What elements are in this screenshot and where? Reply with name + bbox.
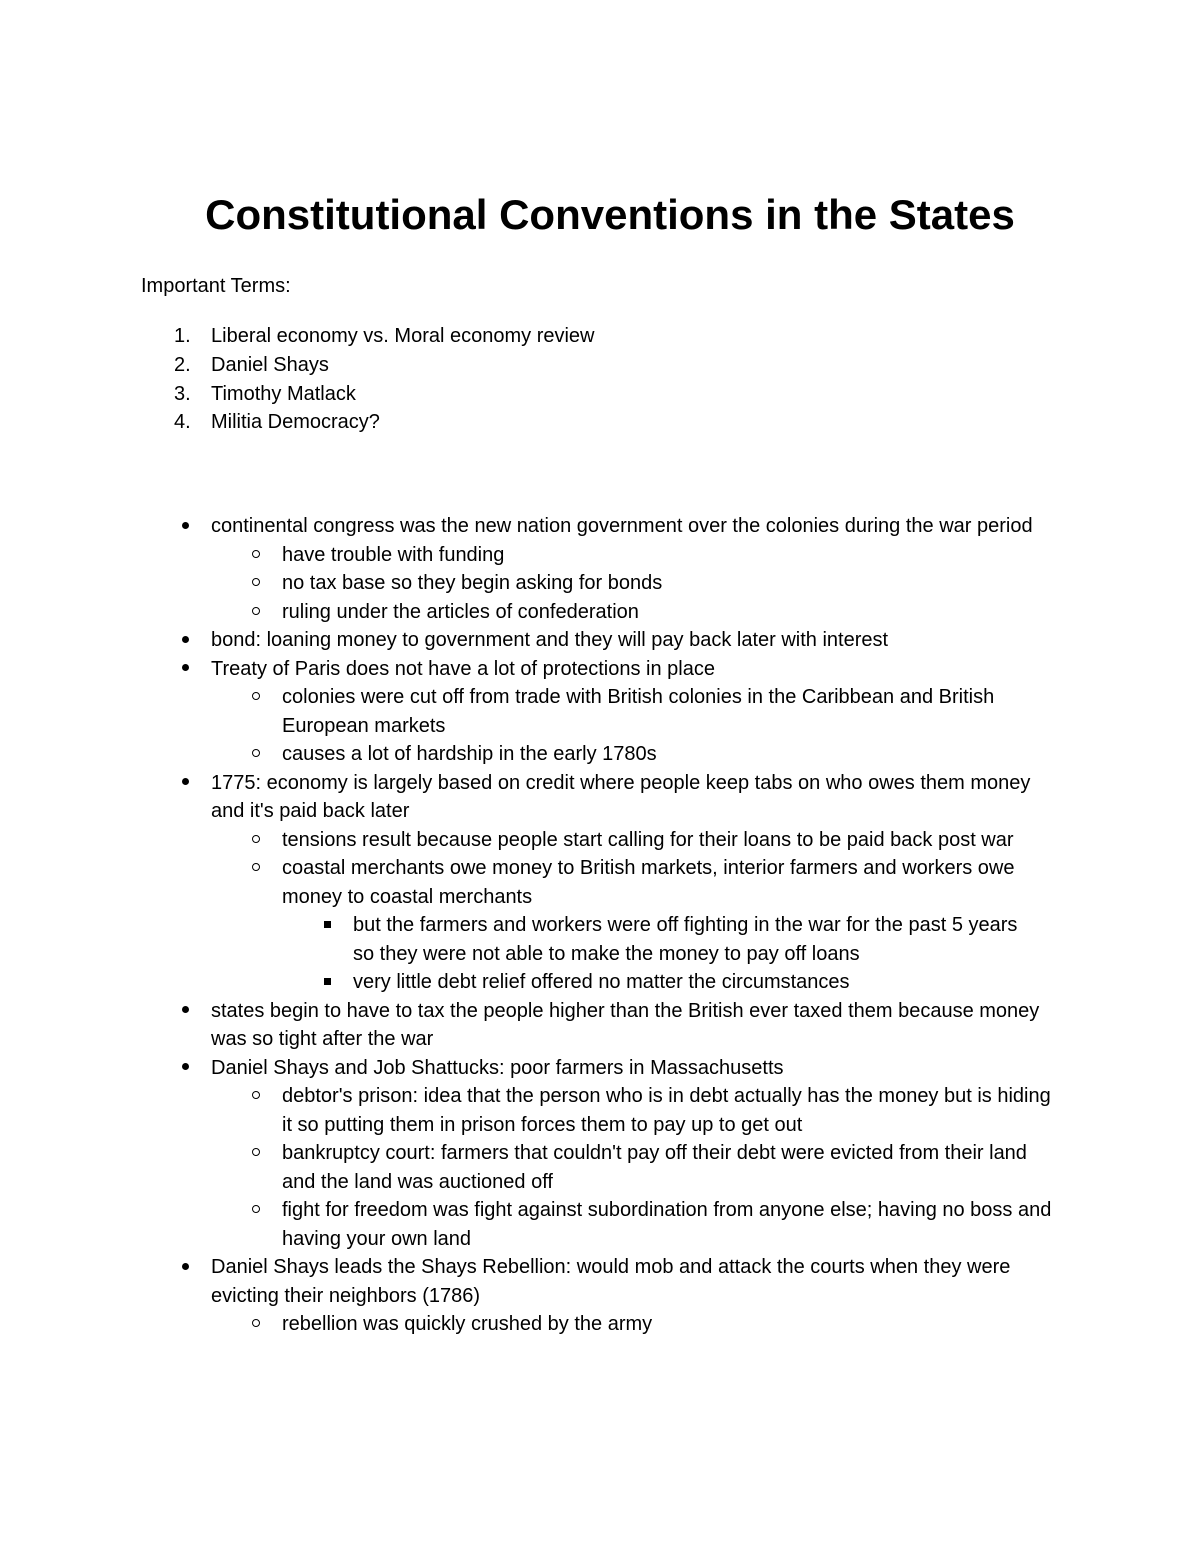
note-text: no tax base so they begin asking for bonds	[282, 572, 663, 594]
bullet-disc-icon	[175, 1054, 195, 1083]
terms-list	[141, 322, 1041, 437]
note-item-level-1	[211, 1054, 1051, 1083]
bullet-circle-icon	[246, 1196, 266, 1225]
note-item-level-2	[282, 1310, 1057, 1339]
note-item-level-2	[282, 541, 1057, 570]
term-text: Militia Democracy?	[211, 411, 380, 434]
note-text: bond: loaning money to government and they will pay back later with interest	[211, 629, 889, 651]
note-text: 1775: economy is largely based on credit where people keep tabs on who owes them money and it's paid back later	[211, 771, 1031, 822]
term-item	[141, 322, 1041, 351]
list-number: 2.	[174, 353, 191, 376]
bullet-circle-icon	[246, 1082, 266, 1111]
note-text: have trouble with funding	[282, 543, 505, 566]
note-text: ruling under the articles of confederation	[282, 600, 639, 623]
note-text: fight for freedom was fight against subordination from anyone else; having no boss and having your own land	[282, 1199, 1052, 1250]
note-text: colonies were cut off from trade with British colonies in the Caribbean and British European markets	[282, 686, 995, 737]
bullet-disc-icon	[175, 512, 195, 541]
term-item	[141, 351, 1041, 380]
note-text: Treaty of Paris does not have a lot of protections in place	[211, 657, 715, 680]
note-text: debtor's prison: idea that the person who is in debt actually has the money but is hiding it so putting them in prison forces them to pay up to get out	[282, 1085, 1051, 1136]
bullet-disc-icon	[175, 626, 195, 655]
note-item-level-1	[211, 655, 1051, 684]
list-number: 3.	[174, 382, 191, 405]
note-item-level-1	[211, 769, 1051, 826]
note-item-level-2	[282, 598, 1057, 627]
bullet-square-icon	[317, 911, 337, 940]
page-title: Constitutional Conventions in the States	[205, 191, 1015, 238]
note-item-level-3	[353, 968, 1033, 997]
note-item-level-2	[282, 740, 1057, 769]
list-number: 1.	[174, 325, 191, 347]
note-text: rebellion was quickly crushed by the army	[282, 1313, 653, 1335]
term-item	[141, 408, 1041, 437]
bullet-circle-icon	[246, 740, 266, 769]
bullet-circle-icon	[246, 1310, 266, 1339]
note-item-level-2	[282, 1082, 1057, 1139]
note-item-level-2	[282, 683, 1057, 740]
note-text: but the farmers and workers were off fighting in the war for the past 5 years so they were not able to make the money to pay off loans	[353, 914, 1018, 965]
terms-label: Important Terms:	[141, 275, 291, 297]
note-text: continental congress was the new nation government over the colonies during the war period	[211, 515, 1033, 537]
list-number: 4.	[174, 411, 191, 434]
bullet-circle-icon	[246, 541, 266, 570]
note-text: tensions result because people start calling for their loans to be paid back post war	[282, 828, 1014, 851]
note-item-level-1	[211, 997, 1051, 1054]
note-text: states begin to have to tax the people higher than the British ever taxed them because money was so tight after the war	[211, 999, 1040, 1050]
term-text: Liberal economy vs. Moral economy review	[211, 325, 595, 347]
note-item-level-2	[282, 826, 1057, 855]
note-text: bankruptcy court: farmers that couldn't pay off their debt were evicted from their land and the land was auctioned off	[282, 1142, 1027, 1193]
bullet-circle-icon	[246, 854, 266, 883]
note-text: coastal merchants owe money to British markets, interior farmers and workers owe money to coastal merchants	[282, 857, 1015, 908]
bullet-circle-icon	[246, 598, 266, 627]
bullet-disc-icon	[175, 769, 195, 798]
bullet-circle-icon	[246, 826, 266, 855]
bullet-circle-icon	[246, 683, 266, 712]
note-text: very little debt relief offered no matter the circumstances	[353, 971, 850, 993]
note-item-level-2	[282, 854, 1057, 911]
bullet-disc-icon	[175, 1253, 195, 1282]
note-item-level-3	[353, 911, 1033, 968]
term-text: Timothy Matlack	[211, 382, 356, 405]
term-text: Daniel Shays	[211, 353, 329, 376]
note-item-level-1	[211, 626, 1051, 655]
bullet-square-icon	[317, 968, 337, 997]
note-item-level-2	[282, 1196, 1057, 1253]
bullet-circle-icon	[246, 1139, 266, 1168]
bullet-disc-icon	[175, 655, 195, 684]
note-item-level-1	[211, 512, 1051, 541]
notes-list	[0, 512, 1200, 1339]
note-text: Daniel Shays and Job Shattucks: poor farmers in Massachusetts	[211, 1056, 784, 1079]
term-item	[141, 380, 1041, 409]
note-item-level-1	[211, 1253, 1051, 1310]
note-item-level-2	[282, 1139, 1057, 1196]
note-text: Daniel Shays leads the Shays Rebellion: would mob and attack the courts when they were evicting their neighbors (1786)	[211, 1256, 1011, 1307]
bullet-disc-icon	[175, 997, 195, 1026]
note-item-level-2	[282, 569, 1057, 598]
bullet-circle-icon	[246, 569, 266, 598]
note-text: causes a lot of hardship in the early 1780s	[282, 743, 657, 765]
